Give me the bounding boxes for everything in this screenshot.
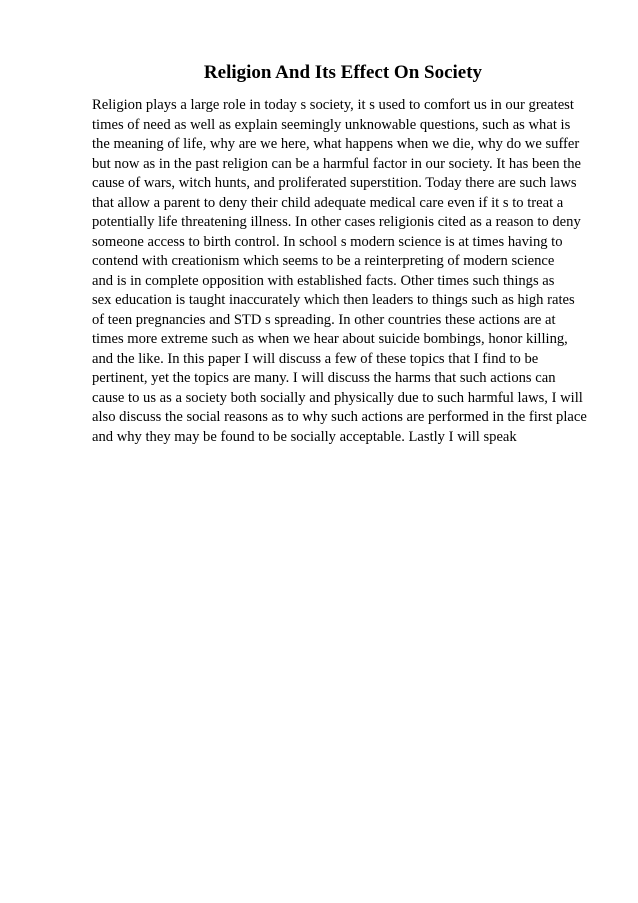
body-line-5: cause of wars, witch hunts, and proliferated superstition. Today there are such laws: [92, 175, 577, 191]
body-line-1: Religion plays a large role in today s society, it s used to comfort us in our greatest: [92, 97, 574, 113]
body-line-15: pertinent, yet the topics are many. I will discuss the harms that such actions can: [92, 370, 556, 386]
body-line-17: also discuss the social reasons as to why such actions are performed in the first place: [92, 409, 587, 425]
body-line-9: contend with creationism which seems to be a reinterpreting of modern science: [92, 253, 555, 269]
body-line-2: times of need as well as explain seemingly unknowable questions, such as what is: [92, 116, 571, 133]
body-line-11: sex education is taught inaccurately which then leaders to things such as high rates: [92, 292, 575, 308]
body-line-18: and why they may be found to be socially acceptable. Lastly I will speak: [92, 428, 517, 445]
body-line-14: and the like. In this paper I will discuss a few of these topics that I find to be: [92, 350, 539, 367]
body-line-10: and is in complete opposition with established facts. Other times such things as: [92, 272, 555, 289]
body-line-6: that allow a parent to deny their child adequate medical care even if it s to treat a: [92, 194, 564, 211]
document-title: Religion And Its Effect On Society: [203, 62, 483, 83]
document-body: [92, 96, 592, 447]
body-line-3: the meaning of life, why are we here, what happens when we die, why do we suffer: [92, 136, 580, 152]
body-line-8: someone access to birth control. In school s modern science is at times having to: [92, 233, 563, 250]
body-line-12: of teen pregnancies and STD s spreading. In other countries these actions are at: [92, 311, 556, 328]
body-line-13: times more extreme such as when we hear about suicide bombings, honor killing,: [92, 331, 568, 347]
body-line-16: cause to us as a society both socially and physically due to such harmful laws, I will: [92, 389, 583, 406]
body-line-7: potentially life threatening illness. In other cases religionis cited as a reason to deny: [92, 214, 581, 230]
body-line-4: but now as in the past religion can be a harmful factor in our society. It has been the: [92, 155, 582, 172]
